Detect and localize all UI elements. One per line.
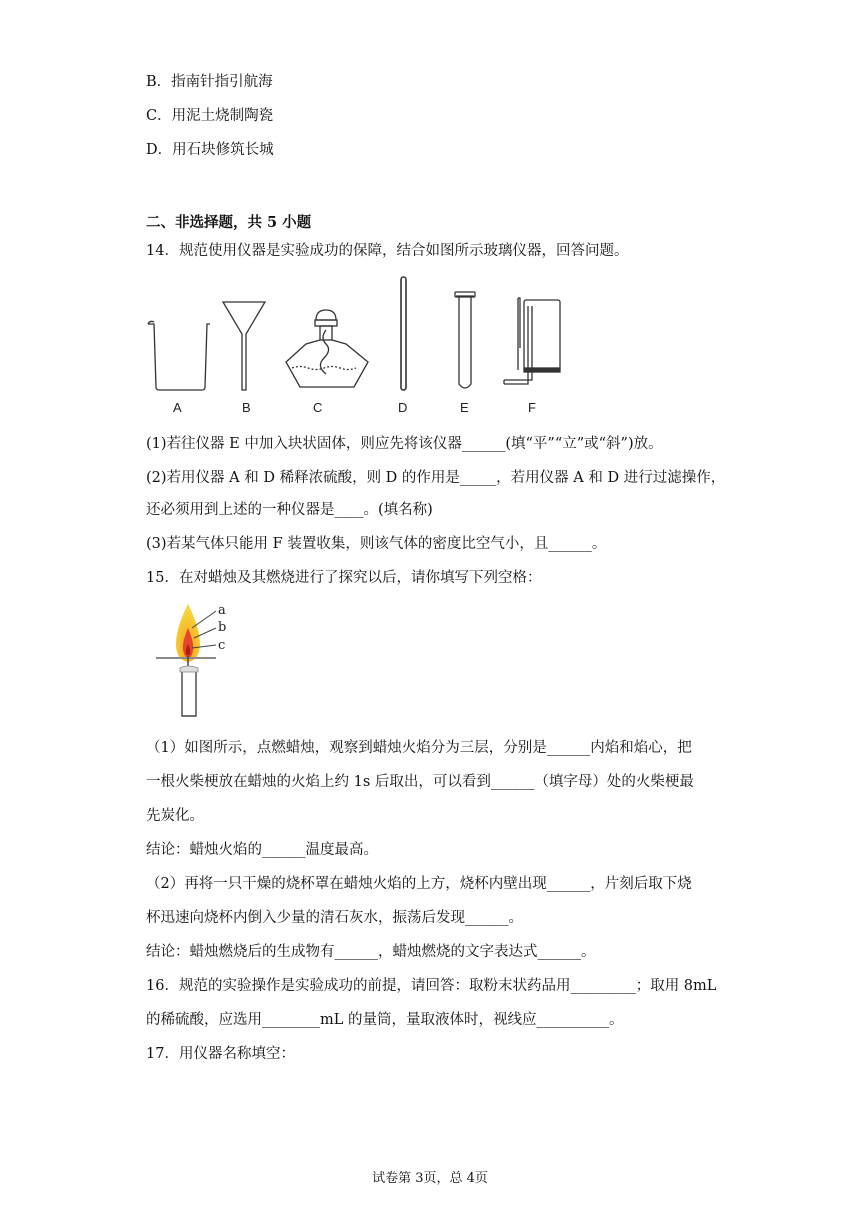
gas-collection-bottle-icon <box>504 298 560 384</box>
q15-part2b: 杯迅速向烧杯内倒入少量的清石灰水，振荡后发现______。 <box>146 910 523 926</box>
q15-part1c: 先炭化。 <box>146 808 204 824</box>
q15-part1b: 一根火柴梗放在蜡烛的火焰上约 1s 后取出，可以看到______（填字母）处的火柴梗最 <box>146 774 694 790</box>
q14-stem: 14．规范使用仪器是实验成功的保障，结合如图所示玻璃仪器，回答问题。 <box>146 243 629 259</box>
q16-line1: 16．规范的实验操作是实验成功的前提，请回答：取粉末状药品用_________；取用 8mL <box>146 978 717 994</box>
option-d: D．用石块修筑长城 <box>146 142 274 158</box>
glass-rod-icon <box>401 277 406 390</box>
q16-line2: 的稀硫酸，应选用________mL 的量筒，量取液体时，视线应__________。 <box>146 1012 624 1028</box>
q15-stem: 15．在对蜡烛及其燃烧进行了探究以后，请你填写下列空格： <box>146 570 542 586</box>
q14-part2b: 还必须用到上述的一种仪器是____。(填名称) <box>146 502 433 518</box>
candle-body-icon <box>182 670 196 716</box>
candle-flame-figure <box>150 598 240 720</box>
test-tube-icon <box>455 292 475 388</box>
label-d: D <box>398 400 408 415</box>
flame-label-a: a <box>218 603 226 618</box>
label-e: E <box>460 400 469 415</box>
section-title: 二、非选择题，共 5 小题 <box>146 214 312 231</box>
option-b: B．指南针指引航海 <box>146 74 273 90</box>
q14-part3: (3)若某气体只能用 F 装置收集，则该气体的密度比空气小，且______。 <box>146 536 607 552</box>
q17-stem: 17．用仪器名称填空： <box>146 1046 295 1062</box>
q15-conclusion2: 结论：蜡烛燃烧后的生成物有______，蜡烛燃烧的文字表达式______。 <box>146 944 596 960</box>
flame-label-c: c <box>218 638 226 653</box>
q14-part2a: (2)若用仪器 A 和 D 稀释浓硫酸，则 D 的作用是_____，若用仪器 A 和 D 进行过滤操作， <box>146 470 726 486</box>
label-a: A <box>173 400 182 415</box>
flame-label-b: b <box>218 620 227 635</box>
label-c: C <box>313 400 323 415</box>
alcohol-lamp-icon <box>286 310 368 387</box>
q15-part2a: （2）再将一只干燥的烧杯罩在蜡烛火焰的上方，烧杯内壁出现______，片刻后取下烧 <box>146 876 692 892</box>
label-b: B <box>242 400 251 415</box>
q15-part1a: （1）如图所示，点燃蜡烛，观察到蜡烛火焰分为三层，分别是______内焰和焰心，把 <box>146 740 692 756</box>
option-c: C．用泥土烧制陶瓷 <box>146 108 274 124</box>
q14-part1: (1)若往仪器 E 中加入块状固体，则应先将该仪器______(填“平”“立”或“斜”)放。 <box>146 436 663 452</box>
glass-instruments-figure <box>140 272 580 392</box>
q15-conclusion1: 结论：蜡烛火焰的______温度最高。 <box>146 842 378 858</box>
beaker-icon <box>148 321 210 390</box>
label-f: F <box>528 400 536 415</box>
page-footer: 试卷第 3页，总 4页 <box>372 1171 488 1186</box>
funnel-icon <box>223 302 265 390</box>
